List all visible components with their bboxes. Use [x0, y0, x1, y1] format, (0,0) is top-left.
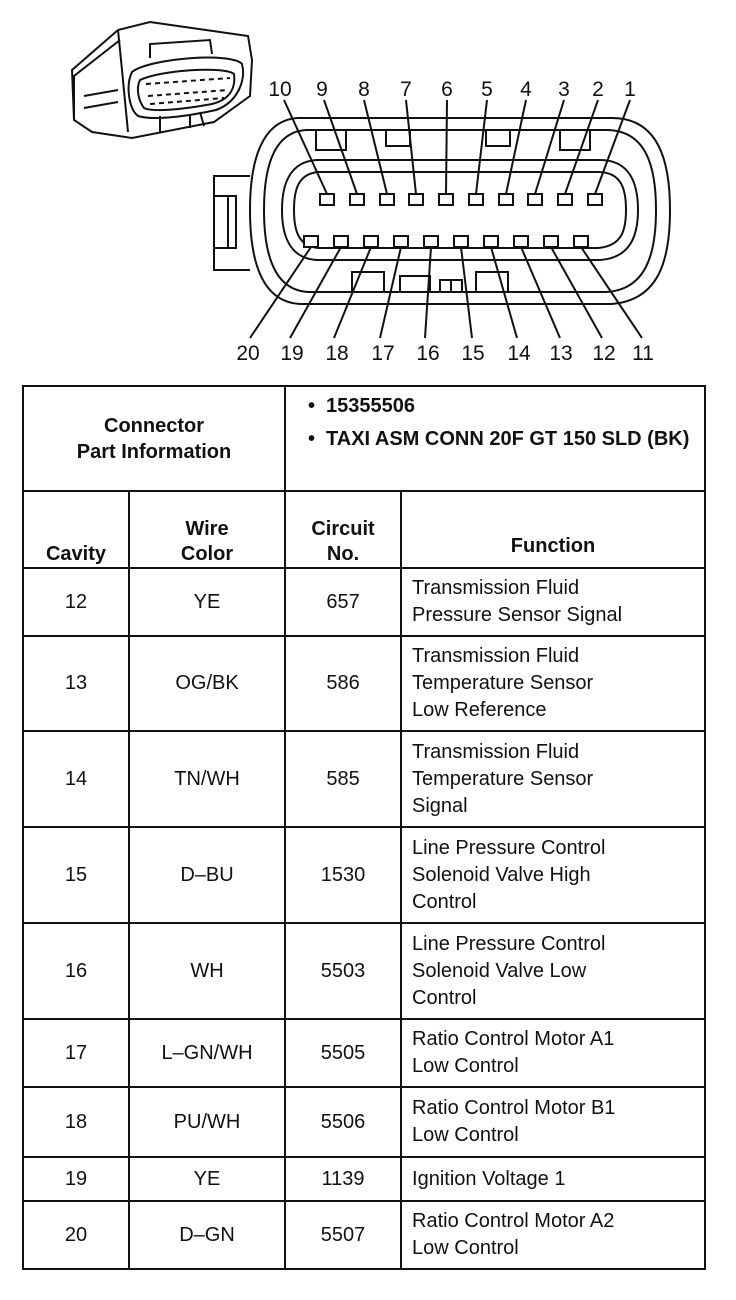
part-info-list	[326, 393, 704, 453]
function-line: Ratio Control Motor A1	[412, 1028, 615, 1050]
function-line: Transmission Fluid	[412, 577, 580, 599]
part-info-label-line1: Connector	[104, 414, 204, 437]
cavity-cell: 14	[23, 731, 129, 827]
pin-label: 16	[416, 342, 440, 365]
col-header-cavity: Cavity	[23, 491, 129, 568]
function-line: Low Reference	[412, 699, 547, 721]
function-line: Temperature Sensor	[412, 767, 594, 790]
function-cell	[401, 1157, 705, 1201]
pin-label: 1	[624, 78, 636, 101]
pin-labels-bottom	[236, 342, 654, 365]
wire-color-cell: YE	[129, 568, 285, 636]
pin-label: 6	[441, 78, 453, 101]
pin-label: 20	[236, 342, 260, 365]
cavity-cell: 20	[23, 1201, 129, 1269]
circuit-cell: 1530	[285, 827, 401, 923]
part-info-values	[285, 386, 705, 491]
leader-lines-top	[284, 100, 630, 194]
cavity-cell: 16	[23, 923, 129, 1019]
cavity-cell: 13	[23, 636, 129, 731]
circuit-cell: 586	[285, 636, 401, 731]
connector-diagram	[0, 0, 736, 380]
connector-table	[22, 385, 706, 1270]
function-line: Ignition Voltage 1	[412, 1167, 566, 1190]
cavity-cell: 19	[23, 1157, 129, 1201]
part-description: • TAXI ASM CONN 20F GT 150 SLD (BK)	[326, 426, 704, 453]
wire-color-cell: L–GN/WH	[129, 1019, 285, 1087]
pin-label: 17	[371, 342, 395, 365]
function-line: Pressure Sensor Signal	[412, 604, 623, 626]
circuit-cell: 5503	[285, 923, 401, 1019]
function-line: Transmission Fluid	[412, 645, 580, 667]
cavity-row-bottom	[304, 236, 588, 247]
function-line: Temperature Sensor	[412, 672, 594, 694]
pin-label: 19	[280, 342, 304, 365]
function-line: Line Pressure Control	[412, 836, 606, 859]
part-info-label	[23, 386, 285, 491]
table-row	[23, 1157, 705, 1201]
circuit-cell: 657	[285, 568, 401, 636]
pin-label: 3	[558, 78, 570, 101]
connector-3d-sketch	[72, 22, 252, 138]
pin-label: 5	[481, 78, 493, 101]
function-line: Control	[412, 986, 477, 1009]
column-header-row	[23, 491, 705, 568]
col-header-wire-color-line1: Wire	[185, 518, 229, 540]
pin-labels-top	[268, 78, 636, 101]
cavity-cell: 12	[23, 568, 129, 636]
circuit-cell: 5506	[285, 1087, 401, 1157]
col-header-circuit	[285, 491, 401, 568]
function-line: Solenoid Valve High	[412, 863, 591, 886]
cavity-row-top	[320, 194, 602, 205]
function-line: Ratio Control Motor A2	[412, 1210, 615, 1232]
pin-label: 7	[400, 78, 412, 101]
circuit-cell: 1139	[285, 1157, 401, 1201]
wire-color-cell: YE	[129, 1157, 285, 1201]
pin-label: 15	[461, 342, 485, 365]
function-line: Low Control	[412, 1124, 519, 1146]
table-row	[23, 923, 705, 1019]
pin-label: 2	[592, 78, 604, 101]
wire-color-cell: PU/WH	[129, 1087, 285, 1157]
function-cell	[401, 1201, 705, 1269]
function-line: Low Control	[412, 1055, 519, 1077]
table-row	[23, 1019, 705, 1087]
function-line: Transmission Fluid	[412, 740, 580, 763]
col-header-function: Function	[401, 491, 705, 568]
table-row	[23, 568, 705, 636]
table-row	[23, 827, 705, 923]
table-row	[23, 731, 705, 827]
function-line: Low Control	[412, 1237, 519, 1259]
pin-label: 12	[592, 342, 616, 365]
pin-label: 8	[358, 78, 370, 101]
circuit-cell: 5507	[285, 1201, 401, 1269]
pin-label: 9	[316, 78, 328, 101]
table-row	[23, 1087, 705, 1157]
part-info-row	[23, 386, 705, 491]
col-header-circuit-line2: No.	[326, 543, 360, 565]
col-header-wire-color	[129, 491, 285, 568]
cavity-cell: 18	[23, 1087, 129, 1157]
wire-color-cell: D–BU	[129, 827, 285, 923]
function-cell	[401, 568, 705, 636]
wire-color-cell: TN/WH	[129, 731, 285, 827]
function-line: Control	[412, 890, 477, 913]
col-header-wire-color-line2: Color	[180, 543, 234, 565]
wire-color-cell: D–GN	[129, 1201, 285, 1269]
function-cell	[401, 1087, 705, 1157]
table-row	[23, 1201, 705, 1269]
function-cell	[401, 731, 705, 827]
function-cell	[401, 923, 705, 1019]
cavity-cell: 15	[23, 827, 129, 923]
pin-label: 4	[520, 78, 532, 101]
table-body	[23, 568, 705, 1269]
pin-label: 18	[325, 342, 349, 365]
cavity-cell: 17	[23, 1019, 129, 1087]
part-number: • 15355506	[326, 393, 704, 420]
pin-label: 11	[632, 342, 654, 365]
wire-color-cell: WH	[129, 923, 285, 1019]
pin-label: 10	[268, 78, 292, 101]
wire-color-cell: OG/BK	[129, 636, 285, 731]
function-cell	[401, 827, 705, 923]
col-header-circuit-line1: Circuit	[311, 518, 375, 540]
pin-label: 13	[549, 342, 573, 365]
function-cell	[401, 1019, 705, 1087]
part-info-label-line2: Part Information	[76, 440, 232, 463]
function-cell	[401, 636, 705, 731]
function-line: Solenoid Valve Low	[412, 959, 587, 982]
function-line: Signal	[412, 794, 468, 817]
circuit-cell: 5505	[285, 1019, 401, 1087]
function-line: Line Pressure Control	[412, 932, 606, 955]
circuit-cell: 585	[285, 731, 401, 827]
pin-label: 14	[507, 342, 531, 365]
function-line: Ratio Control Motor B1	[412, 1097, 616, 1119]
table-row	[23, 636, 705, 731]
